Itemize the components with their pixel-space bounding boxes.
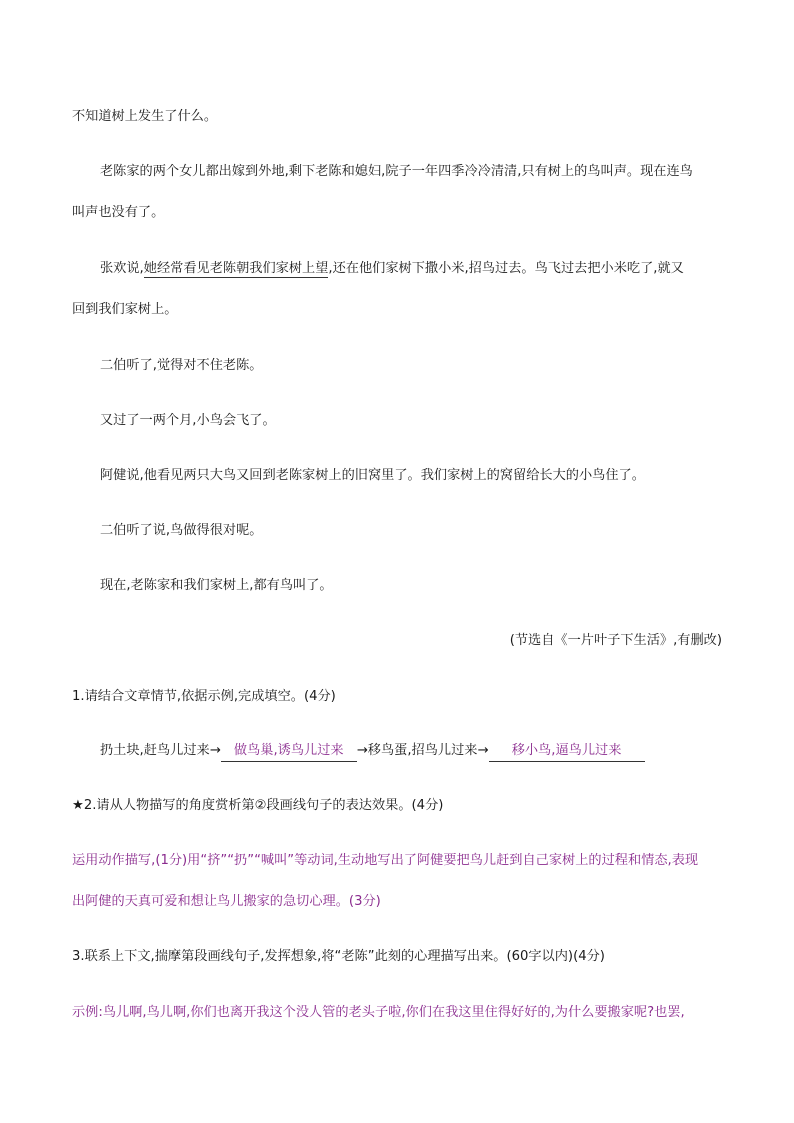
passage-paragraph-2-line-1 (100, 260, 684, 278)
fill-in-blank-1: 做鸟巢,诱鸟儿过来 (221, 742, 357, 762)
question-2-answer-line-2: 出阿健的天真可爱和想让鸟儿搬家的急切心理。(3分) (72, 894, 381, 909)
fill-in-blank-2: 移小鸟,逼鸟儿过来 (489, 742, 645, 762)
paragraph-2-lead: 张欢说, (100, 261, 144, 276)
question-1-fill-in (100, 742, 645, 762)
passage-paragraph-1-line-1: 老陈家的两个女儿都出嫁到外地,剩下老陈和媳妇,院子一年四季冷冷清清,只有树上的鸟叫声。现在连鸟 (100, 164, 693, 179)
passage-paragraph-1-line-2: 叫声也没有了。 (72, 205, 165, 220)
question-3-answer-line-1: 示例:鸟儿啊,鸟儿啊,你们也离开我这个没人管的老头子啦,你们在我这里住得好好的,为什么要搬家呢?也罢, (72, 1005, 685, 1020)
fill-in-segment-1: 扔土块,赶鸟儿过来→ (100, 743, 221, 758)
question-3-prompt: 3.联系上下文,揣摩第段画线句子,发挥想象,将“老陈”此刻的心理描写出来。(60字以内)(4分) (72, 949, 605, 964)
fill-in-segment-2: →移鸟蛋,招鸟儿过来→ (356, 743, 489, 758)
passage-paragraph-3: 二伯听了,觉得对不住老陈。 (100, 358, 263, 373)
question-2-answer-line-1: 运用动作描写,(1分)用“挤”“扔”“喊叫”等动词,生动地写出了阿健要把鸟儿赶到自己家树上的过程和情态,表现 (72, 853, 699, 868)
passage-paragraph-0: 不知道树上发生了什么。 (72, 109, 218, 124)
underlined-sentence: 她经常看见老陈朝我们家树上望 (143, 261, 329, 276)
paragraph-2-rest: ,还在他们家树下撒小米,招鸟过去。鸟飞过去把小米吃了,就又 (328, 261, 684, 276)
question-1-prompt: 1.请结合文章情节,依据示例,完成填空。(4分) (72, 689, 336, 704)
passage-paragraph-2-line-2: 回到我们家树上。 (72, 302, 178, 317)
question-2-prompt: ★2.请从人物描写的角度赏析第②段画线句子的表达效果。(4分) (72, 798, 444, 813)
passage-paragraph-7: 现在,老陈家和我们家树上,都有鸟叫了。 (100, 578, 333, 593)
passage-paragraph-5: 阿健说,他看见两只大鸟又回到老陈家树上的旧窝里了。我们家树上的窝留给长大的小鸟住了。 (100, 468, 645, 483)
passage-paragraph-6: 二伯听了说,鸟做得很对呢。 (100, 523, 263, 538)
source-citation: (节选自《一片叶子下生活》,有删改) (509, 633, 722, 648)
passage-paragraph-4: 又过了一两个月,小鸟会飞了。 (100, 413, 276, 428)
